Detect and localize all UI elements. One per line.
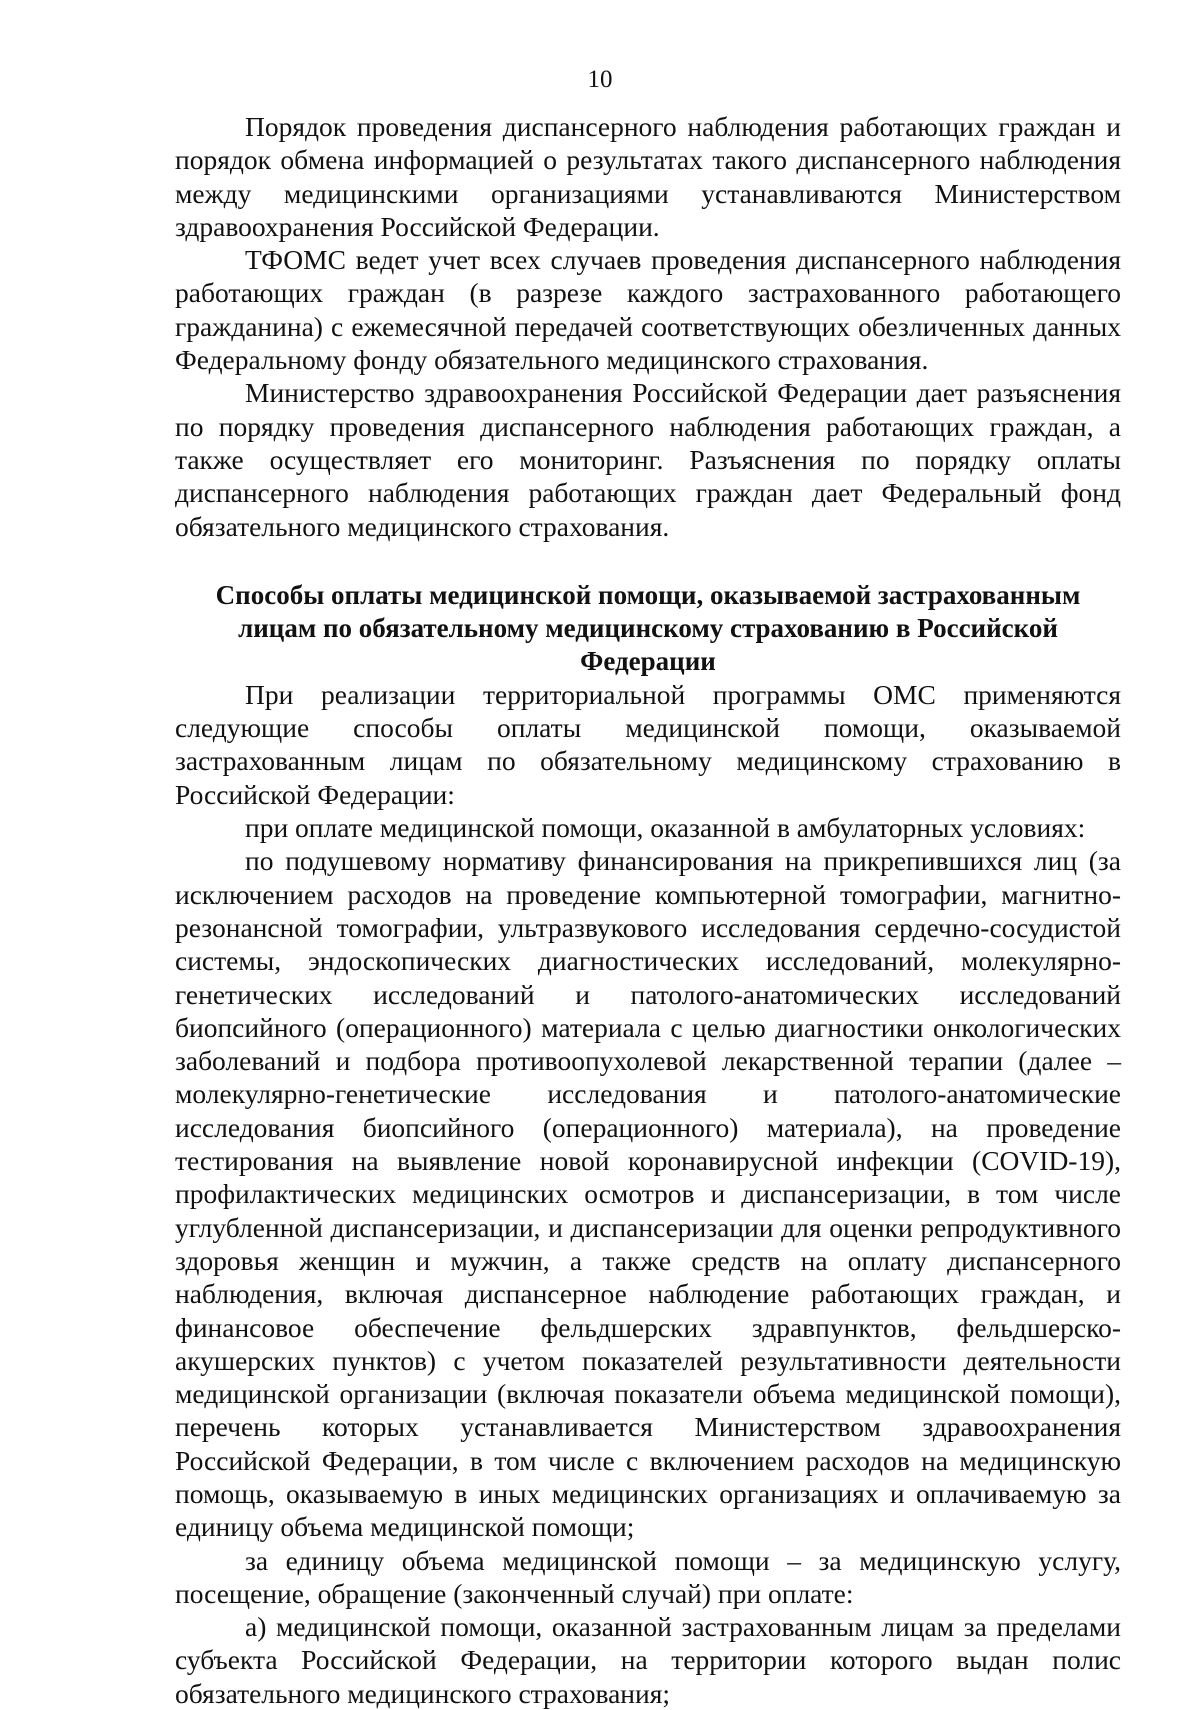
- paragraph-unit-of-volume: за единицу объема медицинской помощи – за медицинскую услугу, посещение, обращение (законченный случай) при оплате:: [175, 1544, 1121, 1609]
- paragraph-per-capita-standard: по подушевому нормативу финансирования на прикрепившихся лиц (за исключением расходов на проведение компьютерной томографии, магнитно-резонансной томографии, ультразвукового исследования сердечно-сосудистой системы, эндоскопических диагностических исследований, молекулярно-генетических исследований и патолого-анатомических исследований биопсийного (операционного) материала с целью диагностики онкологических заболеваний и подбора противоопухолевой лекарственной терапии (далее – молекулярно-генетические исследования и патолого-анатомические исследования биопсийного (операционного) материала), на проведение тестирования на выявление новой коронавирусной инфекции (COVID-19), профилактических медицинских осмотров и диспансеризации, в том числе углубленной диспансеризации, и диспансеризации для оценки репродуктивного здоровья женщин и мужчин, а также средств на оплату диспансерного наблюдения, включая диспансерное наблюдение работающих граждан, и финансовое обеспечение фельдшерских здравпунктов, фельдшерско-акушерских пунктов) с учетом показателей результативности деятельности медицинской организации (включая показатели объема медицинской помощи), перечень которых устанавливается Министерством здравоохранения Российской Федерации, в том числе с включением расходов на медицинскую помощь, оказываемую в иных медицинских организациях и оплачиваемую за единицу объема медицинской помощи;: [175, 845, 1121, 1543]
- paragraph-dispensary-procedure: Порядок проведения диспансерного наблюдения работающих граждан и порядок обмена информацией о результатах такого диспансерного наблюдения между медицинскими организациями устанавливаются Министерством здравоохранения Российской Федерации.: [175, 111, 1121, 242]
- paragraph-item-a: а) медицинской помощи, оказанной застрахованным лицам за пределами субъекта Российской Федерации, на территории которого выдан полис обязательного медицинского страхования;: [175, 1611, 1121, 1709]
- page-number: 10: [587, 66, 613, 93]
- paragraph-tfoms-accounting: ТФОМС ведет учет всех случаев проведения диспансерного наблюдения работающих граждан (в разрезе каждого застрахованного работающего гражданина) с ежемесячной передачей соответствующих обезличенных данных Федеральному фонду обязательного медицинского страхования.: [175, 244, 1121, 376]
- paragraph-ministry-explanations: Министерство здравоохранения Российской Федерации дает разъяснения по порядку проведения диспансерного наблюдения работающих граждан, а также осуществляет его мониторинг. Разъяснения по порядку оплаты диспансерного наблюдения работающих граждан дает Федеральный фонд обязательного медицинского страхования.: [175, 377, 1121, 542]
- document-body: [175, 110, 1121, 1710]
- section-heading-payment-methods: Способы оплаты медицинской помощи, оказываемой застрахованным лицам по обязательному медицинскому страхованию в Российской Федерации: [215, 579, 1081, 676]
- paragraph-outpatient-payment: при оплате медицинской помощи, оказанной в амбулаторных условиях:: [245, 812, 1086, 844]
- paragraph-payment-methods-intro: При реализации территориальной программы ОМС применяются следующие способы оплаты медицинской помощи, оказываемой застрахованным лицам по обязательному медицинскому страхованию в Российской Федерации:: [175, 678, 1121, 810]
